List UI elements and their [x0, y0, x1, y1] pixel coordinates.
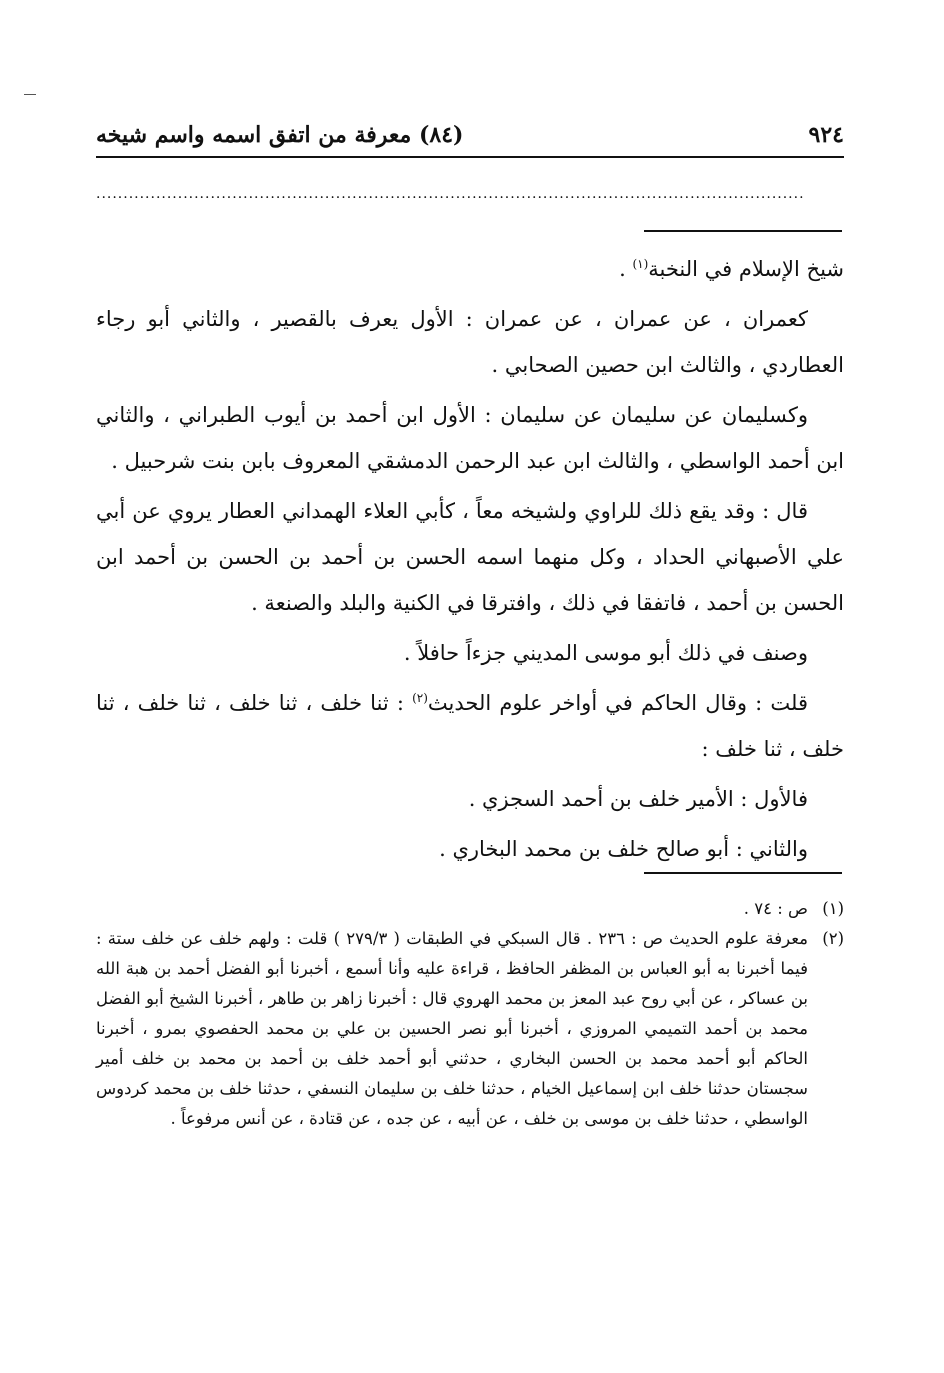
- paragraph-7: والثاني : أبو صالح خلف بن محمد البخاري .: [439, 837, 808, 861]
- header-rule: [96, 156, 844, 158]
- footnote-rule: [644, 872, 842, 874]
- footnote-2: [96, 924, 844, 1134]
- paragraph-1: كعمران ، عن عمران ، عن عمران : الأول يعرف بالقصير ، والثاني أبو رجاء العطاردي ، والثالث ابن حصين الصحابي .: [96, 307, 844, 377]
- footnote-text: ص : ٧٤ .: [743, 899, 808, 918]
- page-number: ٩٢٤: [808, 122, 844, 148]
- running-header: [96, 118, 844, 152]
- footnote-number: (١): [822, 899, 844, 918]
- paragraph-5: قلت : وقال الحاكم في أواخر علوم الحديث$^{(٢)}$ : ثنا خلف ، ثنا خلف ، ثنا خلف ، ثنا خلف ، ثنا خلف :: [96, 691, 844, 761]
- paragraph-3: قال : وقد يقع ذلك للراوي ولشيخه معاً ، كأبي العلاء الهمداني العطار يروي عن أبي علي الأصبهاني الحداد ، وكل منهما اسمه الحسن بن أحمد بن الحسن بن أحمد ابن الحسن بن أحمد ، فاتفقا في ذلك ، وافترقا في الكنية والبلد والصنعة .: [96, 499, 844, 615]
- footnotes: [96, 894, 844, 1134]
- chapter-title: (٨٤) معرفة من اتفق اسمه واسم شيخه: [96, 122, 464, 148]
- dotted-separator: ..................................................................................................................................: [96, 186, 805, 202]
- footnote-ref-2: (٢): [412, 691, 428, 705]
- footnote-ref-1: (١): [632, 257, 649, 271]
- footnote-number: (٢): [822, 929, 844, 948]
- paragraph-0: شيخ الإسلام في النخبة$^{(١)}$ .: [619, 257, 844, 281]
- paragraph-6: فالأول : الأمير خلف بن أحمد السجزي .: [468, 787, 808, 811]
- footnote-1: [96, 894, 844, 924]
- paragraph-4: وصنف في ذلك أبو موسى المديني جزءاً حافلاً .: [403, 641, 808, 665]
- paragraph-2: وكسليمان عن سليمان عن سليمان : الأول ابن أحمد بن أيوب الطبراني ، والثاني ابن أحمد الواسطي ، والثالث ابن عبد الرحمن الدمشقي المعروف بابن بنت شرحبيل .: [96, 403, 844, 473]
- short-rule-top: [644, 230, 842, 232]
- footnote-text: معرفة علوم الحديث ص : ٢٣٦ . قال السبكي في الطبقات ( ٢٧٩/٣ ) قلت : ولهم خلف عن خلف ستة : فيما أخبرنا به أبو العباس بن المظفر الحافظ ، قراءة عليه وأنا أسمع ، أخبرنا أبو الفضل أحمد بن هبة الله بن عساكر ، عن أبي روح عبد المعز بن محمد الهروي قال : أخبرنا زاهر بن طاهر ، أخبرنا الشيخ أبو الفضل محمد بن أحمد التميمي المروزي ، أخبرنا أبو نصر الحسين بن علي بن محمد الحفصوي بمرو ، أخبرنا الحاكم أبو أحمد محمد بن الحسن البخاري ، حدثني أبو أحمد خلف بن أحمد بن محمد بن خلف أمير سجستان حدثنا خلف ابن إسماعيل الخيام ، حدثنا خلف بن سليمان النسفي ، حدثنا خلف بن محمد كردوس الواسطي ، حدثنا خلف بن موسى بن خلف ، عن أبيه ، عن جده ، عن قتادة ، عن أنس مرفوعاً .: [96, 929, 809, 1128]
- scan-edge-mark: [24, 94, 36, 95]
- main-text: [96, 246, 844, 876]
